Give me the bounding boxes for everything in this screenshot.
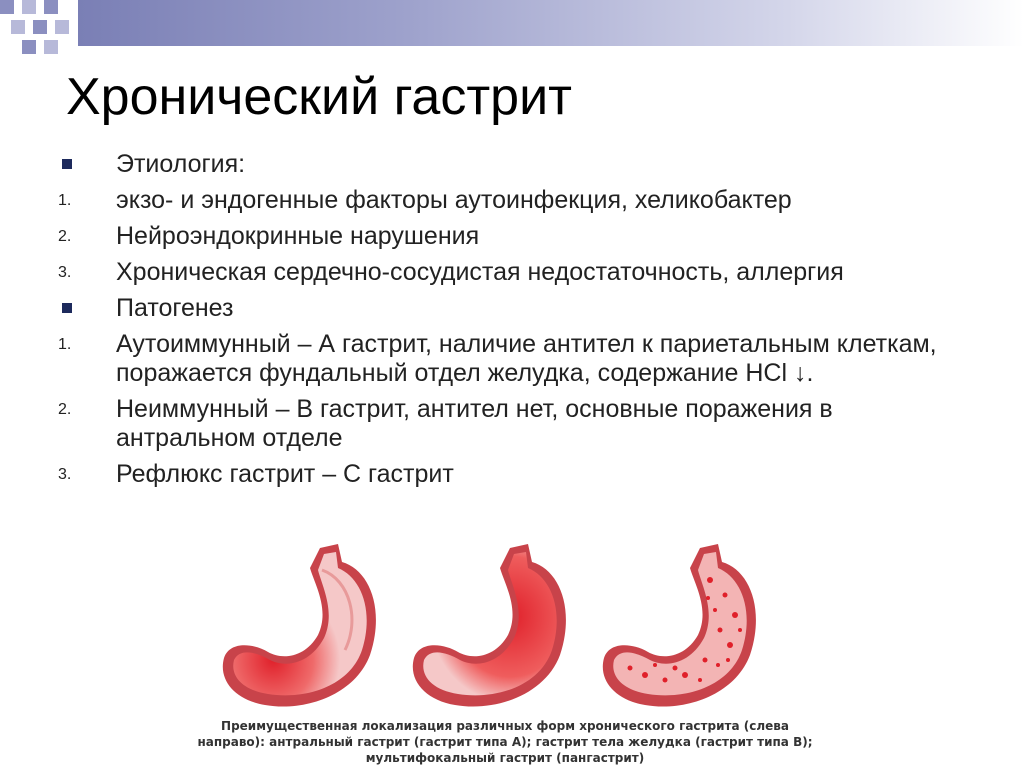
caption-line: направо): антральный гастрит (гастрит типа А); гастрит тела желудка (гастрит типа В); bbox=[197, 735, 813, 749]
list-item-text: экзо- и эндогенные факторы аутоинфекция, хеликобактер bbox=[116, 186, 792, 214]
list-item bbox=[58, 258, 998, 287]
header-square bbox=[44, 40, 58, 54]
list-item-text: Этиология: bbox=[116, 150, 246, 178]
list-item-number: 2. bbox=[58, 228, 72, 245]
square-bullet-icon bbox=[62, 159, 72, 169]
content-list bbox=[58, 150, 998, 489]
list-item-text: Хроническая сердечно-сосудистая недостаточность, аллергия bbox=[116, 258, 844, 286]
header-square bbox=[44, 0, 58, 14]
list-item bbox=[58, 186, 998, 215]
header-square bbox=[33, 20, 47, 34]
list-item bbox=[58, 150, 998, 179]
list-item-number: 2. bbox=[58, 401, 72, 418]
list-item bbox=[58, 395, 998, 453]
caption-line: Преимущественная локализация различных форм хронического гастрита (слева bbox=[221, 719, 789, 733]
list-item bbox=[58, 222, 998, 251]
header-square bbox=[22, 40, 36, 54]
list-item-number: 3. bbox=[58, 466, 72, 483]
list-item-number: 3. bbox=[58, 264, 72, 281]
stomach-body-illustration bbox=[400, 540, 590, 715]
list-item bbox=[58, 460, 998, 489]
list-item bbox=[58, 330, 998, 388]
list-item-text: Неиммунный – В гастрит, антител нет, основные поражения в антральном отделе bbox=[116, 395, 833, 452]
stomach-pangastritis-illustration bbox=[590, 540, 780, 715]
square-bullet-icon bbox=[62, 303, 72, 313]
list-item-text: Нейроэндокринные нарушения bbox=[116, 222, 480, 250]
list-item-text: Рефлюкс гастрит – С гастрит bbox=[116, 460, 454, 488]
figure-caption bbox=[195, 718, 815, 766]
header-square bbox=[55, 20, 69, 34]
stomach-antral-illustration bbox=[210, 540, 400, 715]
header-square bbox=[22, 0, 36, 14]
header-square bbox=[0, 0, 14, 14]
list-item-number: 1. bbox=[58, 336, 72, 353]
page-title: Хронический гастрит bbox=[66, 68, 572, 126]
header-gradient-bar bbox=[78, 0, 1024, 46]
header-square bbox=[11, 20, 25, 34]
list-item-number: 1. bbox=[58, 192, 72, 209]
list-item-text: Аутоиммунный – А гастрит, наличие антител к париетальным клеткам, поражается фундальный отдел желудка, содержание HCl ↓. bbox=[116, 330, 937, 387]
list-item-text: Патогенез bbox=[116, 294, 234, 322]
caption-line: мультифокальный гастрит (пангастрит) bbox=[365, 751, 645, 765]
list-item bbox=[58, 294, 998, 323]
stomach-illustrations bbox=[210, 540, 770, 715]
